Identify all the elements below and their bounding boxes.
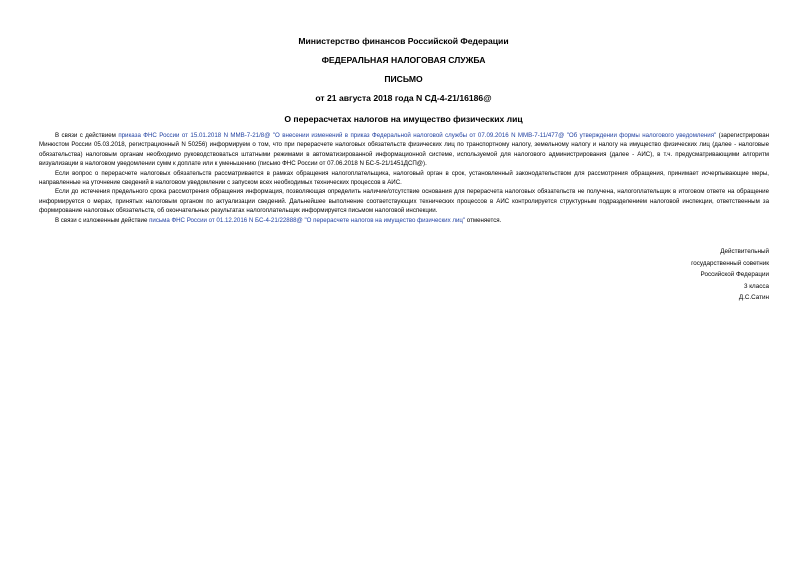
signature-name: Д.С.Сатин bbox=[738, 294, 769, 301]
paragraph-4-text-b: отменяется. bbox=[465, 216, 502, 224]
paragraph-1-text-b: (зарегистрирован Минюстом России 05.03.2018, регистрационный N 50256) информируем о том, что при перерасчете налоговых обязательств физических лиц по транспортному налогу, земельному налогу и налогу на имущество физических лиц (далее - налоговые обязательства) налоговым органам необходимо руководствоваться штатными режимами в автоматизированной информационной системе, используемой для налогового администрирования (далее - АИС), в т.ч. предусматривающими алгоритм визуализации в налоговом уведомлении сумм к доплате или к уменьшению (письмо ФНС России от 07.06.2018 N БС-5-21/1451ДСП@). bbox=[39, 132, 769, 168]
paragraph-4-text-a: В связи с изложенным действие bbox=[55, 216, 150, 224]
document-date-number: от 21 августа 2018 года N СД-4-21/16186@ bbox=[315, 93, 492, 103]
order-link[interactable]: приказа ФНС России от 15.01.2018 N ММВ-7-21/8@ "О внесении изменений в приказ Федеральной налоговой службы от 07.09.2016 N ММВ-7-11/477@ "Об утверждении формы налогового уведомления" bbox=[118, 132, 717, 139]
service-title: ФЕДЕРАЛЬНАЯ НАЛОГОВАЯ СЛУЖБА bbox=[321, 55, 486, 65]
document-body bbox=[39, 131, 769, 225]
paragraph-4 bbox=[39, 216, 769, 225]
letter-link[interactable]: письма ФНС России от 01.12.2016 N БС-4-21/22888@ "О перерасчете налогов на имущество физических лиц" bbox=[149, 216, 466, 224]
paragraph-1-text-a: В связи с действием bbox=[55, 132, 119, 139]
paragraph-2: Если вопрос о перерасчете налоговых обязательств рассматривается в рамках обращения налогоплательщика, налоговый орган в срок, установленный законодательством для рассмотрения обращения, принимает исчерпывающие меры, направленные на уточнение сведений в налоговом уведомлении с запуском всех необходимых технических процессов в АИС. bbox=[39, 169, 769, 187]
ministry-title: Министерство финансов Российской Федерации bbox=[298, 36, 509, 46]
document-subject: О перерасчетах налогов на имущество физических лиц bbox=[284, 114, 523, 124]
paragraph-1 bbox=[39, 131, 769, 169]
document-type: ПИСЬМО bbox=[384, 74, 423, 84]
signature-rank-3: Российской Федерации bbox=[700, 271, 769, 278]
signature-rank-1: Действительный bbox=[720, 248, 769, 255]
paragraph-3: Если до истечения предельного срока рассмотрения обращения информация, позволяющая определить наличие/отсутствие основания для перерасчета налоговых обязательств не получена, налогоплательщик в итоговом ответе на обращение информируется о мерах, принятых налоговым органом по актуализации сведений. Дальнейшее выполнение соответствующих технических процессов в АИС контролируется структурным подразделением налоговой инспекции, ответственным за формирование налоговых обязательств, об окончательных результатах налогоплательщик информируется письмом налоговой инспекции. bbox=[39, 188, 769, 215]
signature-rank-2: государственный советник bbox=[691, 259, 769, 267]
signature-rank-4: 3 класса bbox=[743, 282, 769, 290]
signature-block bbox=[691, 246, 769, 304]
